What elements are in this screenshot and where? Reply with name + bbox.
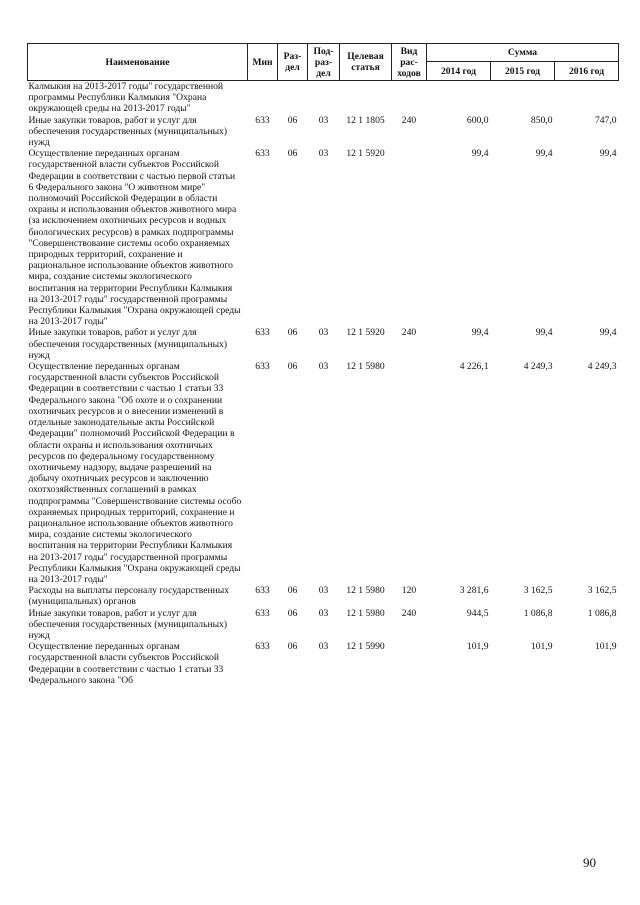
row-vid: 240: [401, 114, 417, 126]
row-podrazdel: 03: [318, 607, 329, 619]
header-name: Наименование: [28, 44, 248, 81]
row-min: 633: [255, 148, 270, 160]
row-min: 633: [255, 114, 270, 126]
row-2015: 101,9: [530, 641, 553, 653]
row-min: 633: [255, 607, 270, 619]
row-name: Осуществление переданных органам государственной власти субъектов Российской Федерации в соответствии с частью 1 статьи 33 Федерального закона "Об охоте и о сохранении охотничьих ресурсов и о внесении изменений в отдельные законодательные акты Российской Федерации" полномочий Российской Федерации в области охраны и использования охотничьих ресурсов по федеральному государственному охотничьему надзору, выдаче разрешений на добычу охотничьих ресурсов и заключению охотхозяйственных соглашений в рамках подпрограммы "Совершенствование системы особо охраняемых природных территорий, сохранение и рациональное использование объектов животного мира, создание системы экологического воспитания на территории Республики Калмыкия на 2013-2017 годы" государственной программы Республики Калмыкия "Охрана окружающей среды на 2013-2017 годы": [28, 361, 242, 585]
row-podrazdel: 03: [318, 148, 329, 160]
table-row: [28, 641, 619, 686]
row-2015: 3 162,5: [523, 585, 553, 597]
row-2016: 99,4: [599, 327, 617, 339]
row-target: 12 1 5980: [346, 361, 385, 373]
row-2016: 99,4: [599, 148, 617, 160]
row-min: 633: [255, 641, 270, 653]
row-2015: 1 086,8: [523, 607, 553, 619]
table-row: [28, 361, 619, 585]
row-2014: 944,5: [466, 607, 489, 619]
row-razdel: [278, 81, 308, 115]
row-2014: 99,4: [471, 148, 489, 160]
row-name: Осуществление переданных органам государственной власти субъектов Российской Федерации в соответствии с частью 1 статьи 33 Федерального закона "Об: [28, 641, 224, 686]
row-name: Иные закупки товаров, работ и услуг для обеспечения государственных (муниципальных) нужд: [28, 114, 228, 149]
row-min: [248, 81, 278, 115]
row-target: 12 1 1805: [346, 114, 385, 126]
row-vid: [392, 641, 427, 686]
row-name: Калмыкия на 2013-2017 годы" государственной программы Республики Калмыкия "Охрана окружающей среды на 2013-2017 годы": [28, 81, 224, 115]
row-target: 12 1 5920: [346, 327, 385, 339]
row-target: 12 1 5990: [346, 641, 385, 653]
row-2015: 99,4: [535, 327, 553, 339]
budget-table-page: [27, 43, 618, 686]
row-target: 12 1 5920: [346, 148, 385, 160]
row-2016: 4 249,3: [587, 361, 617, 373]
row-name: Иные закупки товаров, работ и услуг для обеспечения государственных (муниципальных) нужд: [28, 607, 228, 641]
budget-table: [27, 43, 619, 686]
row-2016: 3 162,5: [587, 585, 617, 597]
row-min: 633: [255, 585, 270, 597]
header-min: Мин: [248, 44, 278, 81]
header-2015: 2015 год: [491, 62, 555, 81]
header-vid: Вид рас-ходов: [392, 44, 427, 81]
row-razdel: 06: [287, 641, 298, 653]
row-name: Иные закупки товаров, работ и услуг для обеспечения государственных (муниципальных) нужд: [28, 327, 228, 361]
header-2016: 2016 год: [555, 62, 619, 81]
header-sum: Сумма: [427, 44, 619, 62]
row-vid: [392, 148, 427, 327]
row-name: Осуществление переданных органам государственной власти субъектов Российской Федерации в соответствии с частью первой статьи 6 Федерального закона "О животном мире" полномочий Российской Федерации в области охраны и использования объектов животного мира (за исключением охотничьих ресурсов и водных биологических ресурсов) в рамках подпрограммы "Совершенствование системы особо охраняемых природных территорий, сохранение и рациональное использование объектов животного мира, создание системы экологического воспитания на территории Республики Калмыкия на 2013-2017 годы" государственной программы Республики Калмыкия "Охрана окружающей среды на 2013-2017 годы": [28, 148, 241, 328]
row-vid: [392, 361, 427, 585]
header-target: Целевая статья: [340, 44, 392, 81]
row-razdel: 06: [287, 361, 298, 373]
row-podrazdel: 03: [318, 327, 329, 339]
table-body: [28, 81, 619, 686]
table-row: [28, 115, 619, 149]
table-row: [28, 81, 619, 115]
row-2014: 4 226,1: [459, 361, 489, 373]
row-vid: 240: [401, 607, 417, 619]
row-podrazdel: 03: [318, 361, 329, 373]
row-2016: 101,9: [594, 641, 617, 653]
header-2014: 2014 год: [427, 62, 491, 81]
row-razdel: 06: [287, 585, 298, 597]
row-razdel: 06: [287, 114, 298, 126]
header-podrazdel: Под-раз-дел: [308, 44, 340, 81]
table-row: [28, 327, 619, 361]
row-2014: [427, 81, 491, 115]
row-target: 12 1 5980: [346, 607, 385, 619]
row-target: [340, 81, 392, 115]
row-2014: 101,9: [466, 641, 489, 653]
row-2014: 600,0: [466, 114, 489, 126]
row-2015: 4 249,3: [523, 361, 553, 373]
row-min: 633: [255, 361, 270, 373]
row-2014: 3 281,6: [459, 585, 489, 597]
row-2016: 747,0: [594, 114, 617, 126]
row-target: 12 1 5980: [346, 585, 385, 597]
row-vid: 240: [401, 327, 417, 339]
row-razdel: 06: [287, 607, 298, 619]
row-2014: 99,4: [471, 327, 489, 339]
row-razdel: 06: [287, 148, 298, 160]
row-name: Расходы на выплаты персоналу государственных (муниципальных) органов: [28, 585, 230, 608]
row-podrazdel: [308, 81, 340, 115]
row-podrazdel: 03: [318, 585, 329, 597]
row-2015: 99,4: [535, 148, 553, 160]
row-2016: [555, 81, 619, 115]
row-2015: 850,0: [530, 114, 553, 126]
row-podrazdel: 03: [318, 114, 329, 126]
row-vid: 120: [401, 585, 417, 597]
row-podrazdel: 03: [318, 641, 329, 653]
table-row: [28, 585, 619, 607]
table-header: [28, 44, 619, 81]
row-vid: [392, 81, 427, 115]
page-number: 90: [583, 855, 596, 870]
row-2015: [491, 81, 555, 115]
header-razdel: Раз-дел: [278, 44, 308, 81]
table-row: [28, 148, 619, 327]
row-razdel: 06: [287, 327, 298, 339]
row-min: 633: [255, 327, 270, 339]
row-2016: 1 086,8: [587, 607, 617, 619]
table-row: [28, 608, 619, 642]
